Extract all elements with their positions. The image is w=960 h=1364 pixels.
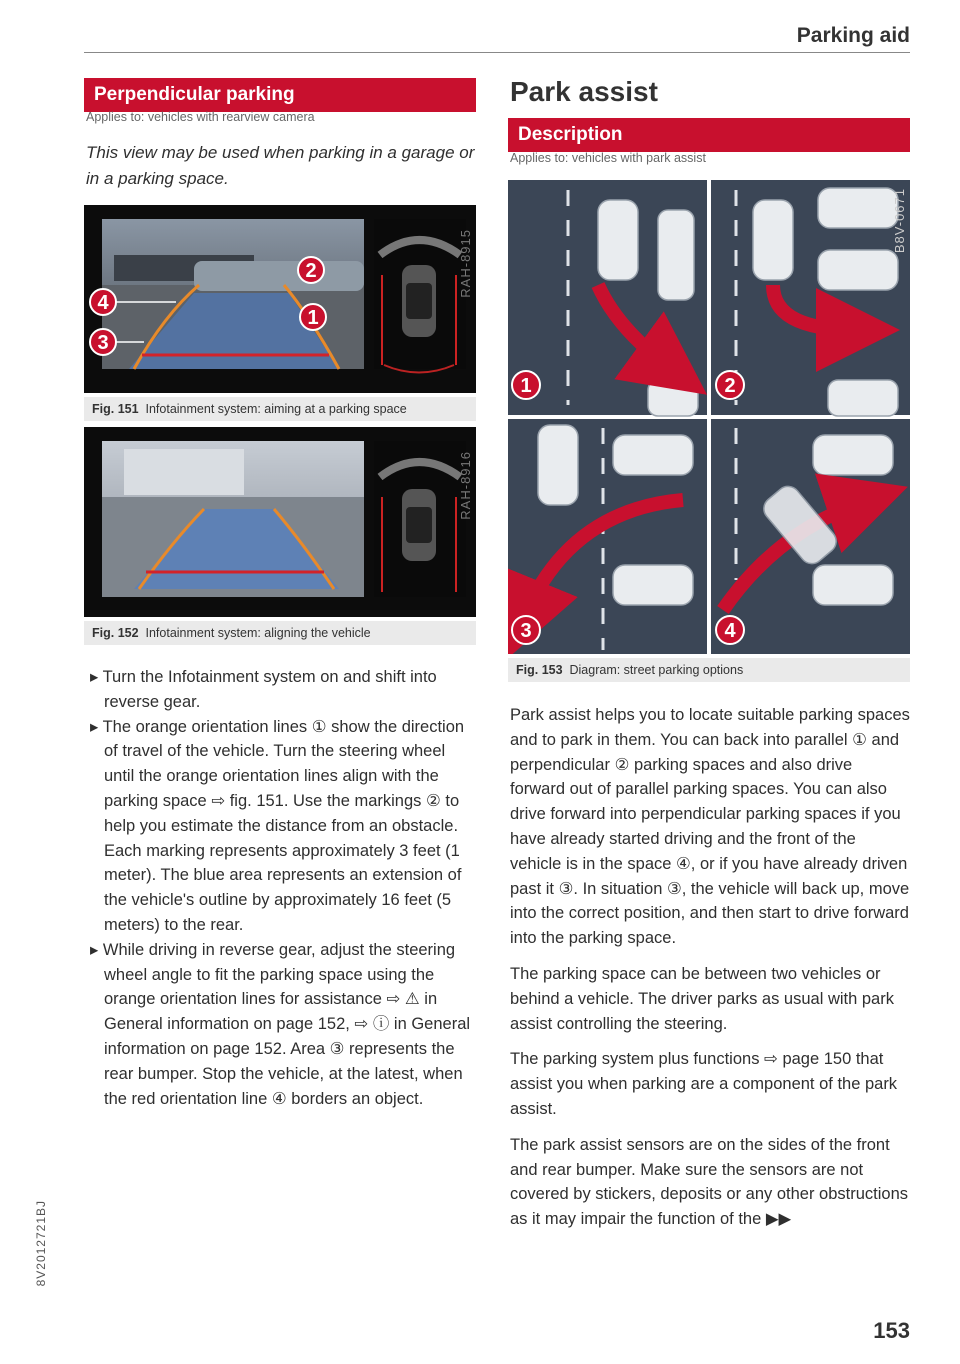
instruction-list — [86, 665, 476, 1111]
description-text — [510, 703, 910, 1243]
running-header: Parking aid — [796, 24, 910, 47]
panel-3-marker — [512, 616, 540, 644]
figure-151-caption — [84, 397, 476, 421]
figure-152-code: RAH-8916 — [458, 451, 473, 520]
panel-4-label: 4 — [724, 620, 736, 642]
figure-152-image — [84, 427, 476, 617]
page-number: 153 — [873, 1318, 910, 1343]
paragraph: The park assist sensors are on the sides of the front and rear bumper. Make sure the sensors are not covered by stickers, deposits or any other obstructions as it may impair the function of the ▶▶ — [510, 1135, 909, 1229]
callout-4-label: 4 — [97, 292, 109, 314]
figure-151-code: RAH-8915 — [458, 229, 473, 298]
figure-151-image — [84, 205, 476, 393]
section-title-description: Description — [508, 118, 910, 152]
callout-3-label: 3 — [97, 332, 109, 354]
instruction-text: The orange orientation lines ① show the direction of travel of the vehicle. Turn the steering wheel until the orange orientation lines align with the parking space ⇨ fig. 151. Use the markings ② to help you estimate the distance from an obstacle. Each marking represents approximately 3 feet (1 meter). The blue area represents an extension of the vehicle's outline by approximately 16 feet (5 meters) to the rear. — [102, 717, 465, 934]
paragraph: Park assist helps you to locate suitable parking spaces and to park in them. You can back into parallel ① and perpendicular ② parking spaces and also drive forward out of parallel parking spaces. You can also drive forward into perpendicular parking spaces if you have already started driving and the front of the vehicle is in the space ④, or if you have already driven past it ③. In situation ③, the vehicle will back up, move into the correct position, and then start to drive forward into the parking space. — [510, 706, 910, 948]
callout-2-label: 2 — [305, 260, 317, 282]
figure-152-caption-text: Infotainment system: aligning the vehicle — [145, 626, 371, 640]
applies-to-right: Applies to: vehicles with park assist — [510, 151, 706, 165]
intro-text: This view may be used when parking in a garage or in a parking space. — [86, 143, 475, 188]
page-title: Park assist — [510, 76, 658, 107]
panel-1-marker — [512, 371, 540, 399]
callout-1-marker — [300, 304, 326, 330]
panel-3-label: 3 — [520, 620, 532, 642]
instruction-text: While driving in reverse gear, adjust the steering wheel angle to fit the parking space using the orange orientation lines for assistance ⇨ ⚠ in General information on page 152, ⇨ ⓘ in General information on page 152. Area ③ represents the rear bumper. Stop the vehicle, at the latest, when the red orientation line ④ borders an object. — [102, 940, 471, 1108]
paragraph: The parking space can be between two vehicles or behind a vehicle. The driver parks as usual with park assist controlling the steering. — [510, 964, 894, 1033]
paragraph: The parking system plus functions ⇨ page 150 that assist you when parking are a component of the park assist. — [510, 1050, 898, 1118]
section-title-perpendicular: Perpendicular parking — [84, 78, 476, 112]
figure-152-caption — [84, 621, 476, 645]
figure-153-label: Fig. 153 — [516, 663, 563, 677]
document-code: 8V2012721BJ — [34, 1200, 48, 1287]
applies-to-left: Applies to: vehicles with rearview camera — [86, 110, 315, 124]
figure-153-code: B8V-0671 — [892, 188, 907, 254]
instruction-text: Turn the Infotainment system on and shift into reverse gear. — [102, 668, 437, 711]
panel-2-label: 2 — [724, 375, 736, 397]
figure-153-image — [508, 180, 910, 654]
callout-4-marker — [90, 289, 116, 315]
instruction-item: ▸ Turn the Infotainment system on and shift into reverse gear. — [90, 668, 437, 711]
header-rule — [84, 52, 910, 53]
figure-152-label: Fig. 152 — [92, 626, 139, 640]
figure-153-caption — [508, 658, 910, 682]
panel-4-marker — [716, 616, 744, 644]
callout-2-marker — [298, 257, 324, 283]
figure-151-label: Fig. 151 — [92, 402, 139, 416]
panel-1-label: 1 — [520, 375, 532, 397]
panel-2-marker — [716, 371, 744, 399]
callout-3-marker — [90, 329, 116, 355]
figure-151-caption-text: Infotainment system: aiming at a parking space — [145, 402, 407, 416]
instruction-item: ▸ The orange orientation lines ① show the direction of travel of the vehicle. Turn the steering wheel until the orange orientation lines align with the parking space ⇨ fig. 151. Use the markings ② to help you estimate the distance from an obstacle. Each marking represents approximately 3 feet (1 meter). The blue area represents an extension of the vehicle's outline by approximately 16 feet (5 meters) to the rear. — [90, 717, 465, 934]
figure-153-caption-text: Diagram: street parking options — [569, 663, 744, 677]
callout-1-label: 1 — [307, 307, 319, 329]
instruction-item: ▸ While driving in reverse gear, adjust the steering wheel angle to fit the parking space using the orange orientation lines for assistance ⇨ ⚠ in General information on page 152, ⇨ ⓘ in General information on page 152. Area ③ represents the rear bumper. Stop the vehicle, at the latest, when the red orientation line ④ borders an object. — [90, 940, 471, 1108]
